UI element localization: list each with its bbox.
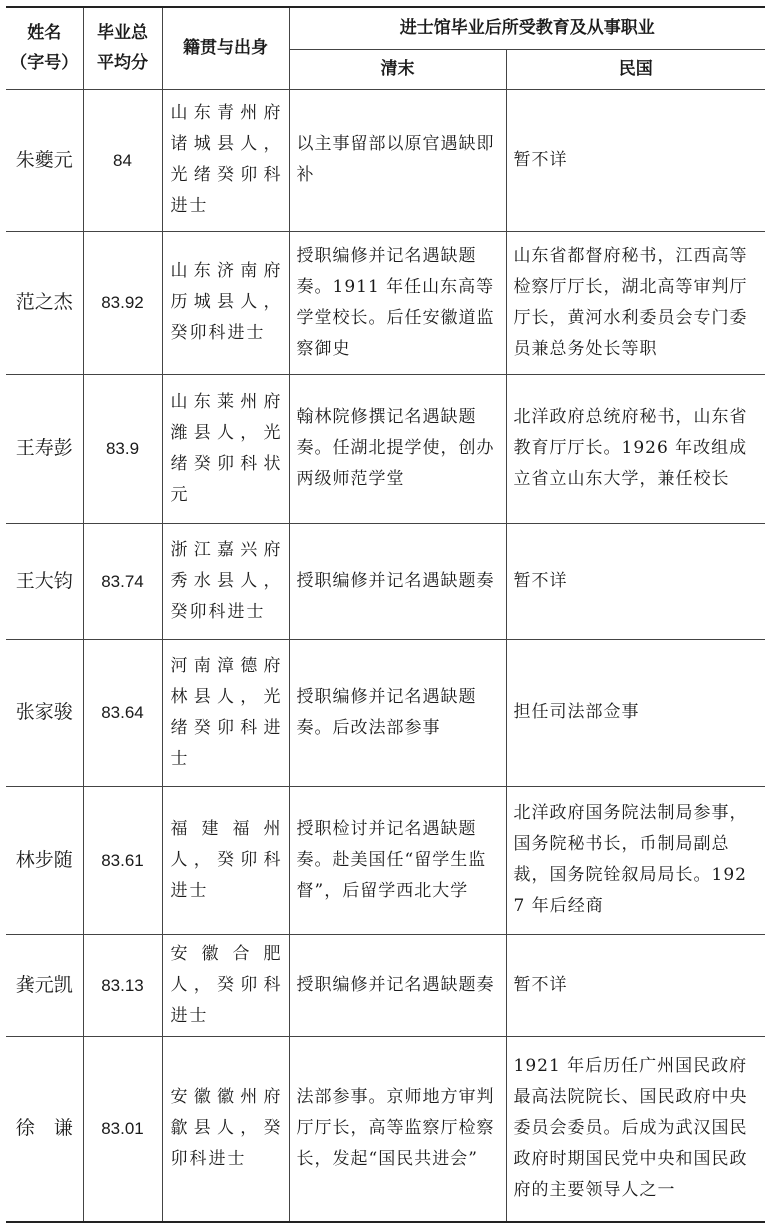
- cell-late-qing: 翰林院修撰记名遇缺题奏。任湖北提学使，创办两级师范学堂: [289, 374, 506, 523]
- cell-score: 83.01: [83, 1036, 162, 1222]
- cell-score: 83.9: [83, 374, 162, 523]
- cell-republic: 担任司法部佥事: [506, 639, 765, 786]
- cell-origin: 河南漳德府林县人，光绪癸卯科进士: [162, 639, 289, 786]
- cell-name: 龚元凯: [6, 934, 83, 1036]
- header-name: [6, 7, 83, 89]
- header-name-line1: 姓名: [27, 23, 62, 44]
- header-career: 进士馆毕业后所受教育及从事职业: [289, 7, 765, 49]
- cell-score: 83.92: [83, 231, 162, 374]
- cell-late-qing: 授职编修并记名遇缺题奏: [289, 523, 506, 639]
- cell-origin: 山东济南府历城县人，癸卯科进士: [162, 231, 289, 374]
- cell-late-qing: 授职编修并记名遇缺题奏。后改法部参事: [289, 639, 506, 786]
- header-late-qing: 清末: [289, 49, 506, 89]
- cell-republic: 北洋政府总统府秘书，山东省教育厅厅长。1926 年改组成立省立山东大学，兼任校长: [506, 374, 765, 523]
- cell-late-qing: 授职检讨并记名遇缺题奏。赴美国任“留学生监督”，后留学西北大学: [289, 786, 506, 934]
- cell-republic: 暂不详: [506, 523, 765, 639]
- cell-score: 83.61: [83, 786, 162, 934]
- cell-name: 范之杰: [6, 231, 83, 374]
- header-name-line2: （字号）: [10, 53, 79, 74]
- cell-republic: 山东省都督府秘书，江西高等检察厅厅长，湖北高等审判厅厅长，黄河水利委员会专门委员兼总务处长等职: [506, 231, 765, 374]
- header-score: [83, 7, 162, 89]
- header-republic: 民国: [506, 49, 765, 89]
- cell-late-qing: 法部参事。京师地方审判厅厅长，高等监察厅检察长，发起“国民共进会”: [289, 1036, 506, 1222]
- cell-origin: 山东莱州府潍县人，光绪癸卯科状元: [162, 374, 289, 523]
- graduates-table: [6, 6, 765, 1223]
- cell-late-qing: 授职编修并记名遇缺题奏。1911 年任山东高等学堂校长。后任安徽道监察御史: [289, 231, 506, 374]
- cell-origin: 浙江嘉兴府秀水县人，癸卯科进士: [162, 523, 289, 639]
- table-row: [6, 523, 765, 639]
- cell-score: 84: [83, 89, 162, 231]
- cell-name: 林步随: [6, 786, 83, 934]
- header-score-line1: 毕业总: [97, 23, 148, 44]
- cell-origin: 安徽徽州府歙县人，癸卯科进士: [162, 1036, 289, 1222]
- header-origin: 籍贯与出身: [162, 7, 289, 89]
- table-row: [6, 1036, 765, 1222]
- table-row: [6, 231, 765, 374]
- table-row: [6, 89, 765, 231]
- cell-name: 徐 谦: [6, 1036, 83, 1222]
- cell-score: 83.64: [83, 639, 162, 786]
- cell-republic: 1921 年后历任广州国民政府最高法院院长、国民政府中央委员会委员。后成为武汉国民政府时期国民党中央和国民政府的主要领导人之一: [506, 1036, 765, 1222]
- table-row: [6, 374, 765, 523]
- cell-republic: 暂不详: [506, 89, 765, 231]
- cell-origin: 福建福州人，癸卯科进士: [162, 786, 289, 934]
- table-row: [6, 639, 765, 786]
- cell-late-qing: 授职编修并记名遇缺题奏: [289, 934, 506, 1036]
- table-row: [6, 786, 765, 934]
- cell-name: 王大钧: [6, 523, 83, 639]
- cell-name: 王寿彭: [6, 374, 83, 523]
- cell-late-qing: 以主事留部以原官遇缺即补: [289, 89, 506, 231]
- cell-republic: 暂不详: [506, 934, 765, 1036]
- table-row: [6, 934, 765, 1036]
- cell-origin: 安徽合肥人，癸卯科进士: [162, 934, 289, 1036]
- cell-republic: 北洋政府国务院法制局参事，国务院秘书长，币制局副总裁，国务院铨叙局局长。1927 年后经商: [506, 786, 765, 934]
- cell-name: 朱夔元: [6, 89, 83, 231]
- header-score-line2: 平均分: [97, 53, 148, 74]
- cell-score: 83.74: [83, 523, 162, 639]
- table-header: [6, 7, 765, 89]
- cell-score: 83.13: [83, 934, 162, 1036]
- cell-origin: 山东青州府诸城县人，光绪癸卯科进士: [162, 89, 289, 231]
- cell-name: 张家骏: [6, 639, 83, 786]
